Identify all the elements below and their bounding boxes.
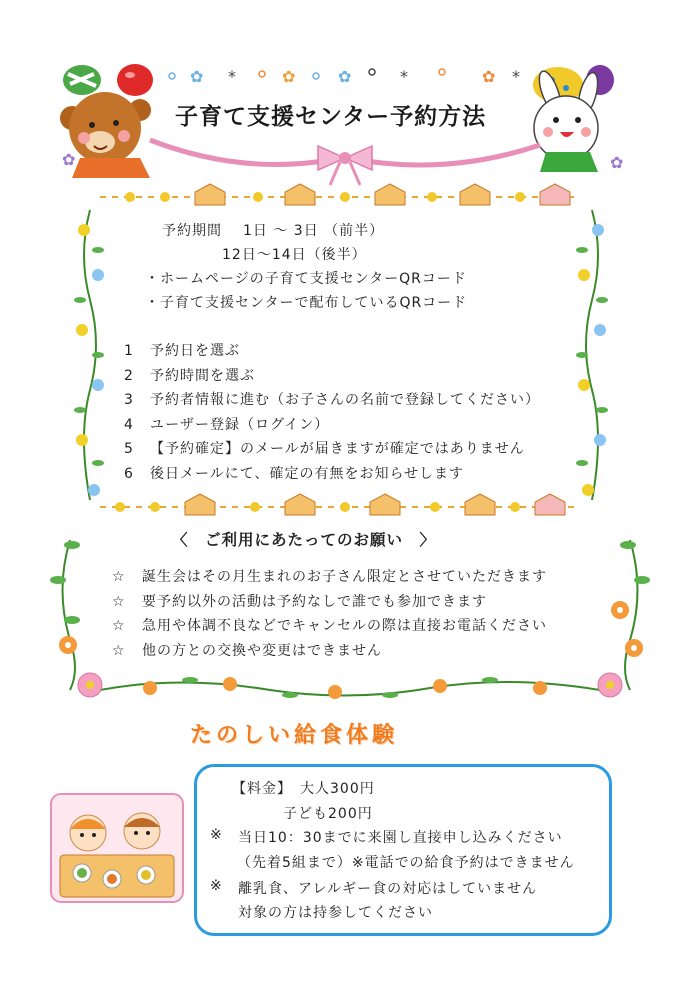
qr-center: ・子育て支援センターで配布しているQRコード bbox=[145, 295, 468, 311]
svg-text:*: * bbox=[228, 67, 236, 86]
garland-decoration bbox=[100, 184, 575, 205]
star-icon: ☆ bbox=[112, 593, 126, 610]
list-item: 6 後日メールにて、確定の有無をお知らせします bbox=[124, 465, 465, 482]
svg-text:✿: ✿ bbox=[62, 150, 76, 169]
list-item: ☆ 急用や体調不良などでキャンセルの際は直接お電話ください bbox=[112, 618, 547, 634]
svg-text:✿: ✿ bbox=[190, 67, 204, 86]
qr-homepage: ・ホームページの子育て支援センターQRコード bbox=[145, 271, 467, 287]
rabbit-illustration bbox=[533, 65, 614, 172]
period-first-half: 1日 ～ 3日 （前半） bbox=[243, 223, 385, 239]
period-second-half: 12日～14日（後半） bbox=[222, 247, 367, 263]
star-icon: ☆ bbox=[112, 642, 126, 659]
list-item: ☆ 要予約以外の活動は予約なしで誰でも参加できます bbox=[112, 593, 487, 610]
period-label: 予約期間 bbox=[162, 223, 222, 239]
fee-adult: 大人300円 bbox=[300, 781, 375, 797]
svg-text:✿: ✿ bbox=[610, 153, 624, 172]
svg-text:✿: ✿ bbox=[482, 67, 496, 86]
list-item: 5 【予約確定】のメールが届きますが確定ではありません bbox=[124, 441, 525, 458]
flower-vine-frame bbox=[40, 530, 660, 715]
list-item: 3 予約者情報に進む（お子さんの名前で登録してください） bbox=[124, 392, 540, 409]
note-allergy: 離乳食、アレルギー食の対応はしていません bbox=[238, 881, 538, 897]
note-mark: ※ bbox=[210, 878, 223, 894]
list-item: 2 予約時間を選ぶ bbox=[124, 367, 255, 384]
vine-border-right bbox=[572, 205, 612, 505]
vine-border-left bbox=[70, 205, 110, 505]
list-item: ☆ 他の方との交換や変更はできません bbox=[112, 642, 382, 659]
note-same-day: 当日10：30までに来園し直接申し込みください bbox=[238, 830, 563, 846]
star-icon: ☆ bbox=[112, 569, 126, 585]
note-mark: ※ bbox=[210, 827, 223, 843]
ribbon-decoration bbox=[150, 140, 540, 185]
page-title: 子育て支援センター予約方法 bbox=[175, 104, 487, 130]
list-item: 1 予約日を選ぶ bbox=[124, 343, 240, 359]
steps-list bbox=[124, 340, 540, 488]
note-limit: （先着5組まで）※電話での給食予約はできません bbox=[237, 855, 575, 871]
svg-text:✿: ✿ bbox=[282, 67, 296, 86]
balloon-icon bbox=[63, 64, 153, 96]
star-icon: ☆ bbox=[112, 618, 126, 634]
lunch-title: たのしい給食体験 bbox=[190, 723, 399, 748]
fee-label: 【料金】 bbox=[232, 781, 292, 797]
garland-decoration-bottom bbox=[95, 490, 585, 520]
svg-text:*: * bbox=[400, 67, 408, 86]
list-item: 4 ユーザー登録（ログイン） bbox=[124, 416, 330, 433]
children-lunch-illustration bbox=[50, 793, 184, 903]
fee-child: 子ども200円 bbox=[283, 806, 373, 822]
svg-text:✿: ✿ bbox=[338, 67, 352, 86]
requests-title: 〈 ご利用にあたってのお願い 〉 bbox=[172, 531, 437, 549]
note-bring: 対象の方は持参してください bbox=[238, 905, 433, 921]
svg-text:*: * bbox=[512, 67, 520, 86]
list-item: ☆ 誕生会はその月生まれのお子さん限定とさせていただきます bbox=[112, 569, 547, 585]
